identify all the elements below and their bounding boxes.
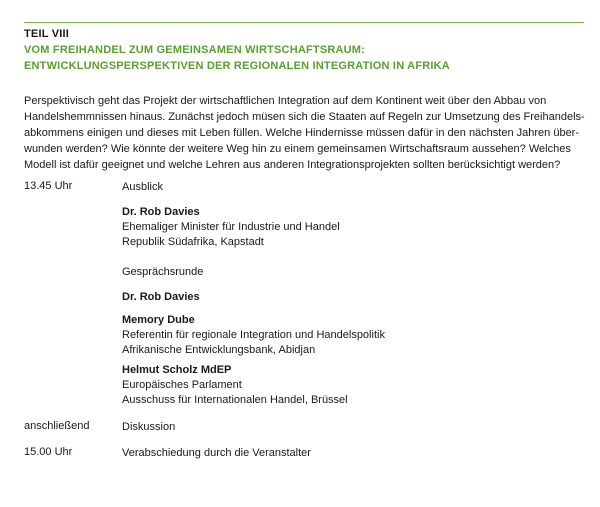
intro-line: Perspektivisch geht das Projekt der wirtschaftlichen Integration auf dem Kontinent weit über den Abbau von [24, 95, 547, 107]
speaker-role: Europäisches Parlament [122, 379, 242, 391]
speaker-name-davies-panel: Dr. Rob Davies [122, 291, 200, 303]
section-heading-line-2: ENTWICKLUNGSPERSPEKTIVEN DER REGIONALEN INTEGRATION IN AFRIKA [24, 60, 450, 72]
intro-paragraph [24, 93, 584, 173]
speaker-role: Ehemaliger Minister für Industrie und Handel [122, 221, 340, 233]
top-divider [24, 22, 584, 23]
intro-line: abkommens einigen und dieses mit Leben füllen. Welche Hindernisse müssen dafür in den nächsten Jahren über- [24, 127, 580, 139]
section-heading-line-1: VOM FREIHANDEL ZUM GEMEINSAMEN WIRTSCHAFTSRAUM: [24, 44, 366, 56]
time-anschliessend: anschließend [24, 420, 90, 432]
speaker-name: Dr. Rob Davies [122, 206, 200, 218]
speaker-org: Ausschuss für Internationalen Handel, Brüssel [122, 394, 348, 406]
intro-line: Handelshemmnissen hinaus. Zunächst jedoch müsen sich die Staaten auf Regeln zur Umsetzung des Freihandels- [24, 111, 585, 123]
speaker-role: Referentin für regionale Integration und Handelspolitik [122, 329, 385, 341]
item-verabschiedung: Verabschiedung durch die Veranstalter [122, 447, 311, 459]
item-gespraechsrunde: Gesprächsrunde [122, 266, 204, 278]
time-1500: 15.00 Uhr [24, 446, 73, 458]
item-diskussion: Diskussion [122, 421, 176, 433]
speaker-org: Afrikanische Entwicklungsbank, Abidjan [122, 344, 316, 356]
intro-line: wunden werden? Wie könnte der weitere Weg hin zu einem gemeinsamen Wirtschaftsraum aussehen? Welches [24, 143, 571, 155]
speaker-name: Memory Dube [122, 314, 195, 326]
item-ausblick: Ausblick [122, 181, 163, 193]
speaker-block-davies [122, 205, 340, 250]
part-label: TEIL VIII [24, 28, 69, 40]
time-1345: 13.45 Uhr [24, 180, 73, 192]
speaker-block-dube [122, 313, 385, 358]
speaker-name: Helmut Scholz MdEP [122, 364, 232, 376]
intro-line: Modell ist dafür geeignet und welche Lehren aus anderen Integrationsprojekten sollten berücksichtigt werden? [24, 159, 561, 171]
speaker-org: Republik Südafrika, Kapstadt [122, 236, 264, 248]
speaker-block-scholz [122, 363, 348, 408]
